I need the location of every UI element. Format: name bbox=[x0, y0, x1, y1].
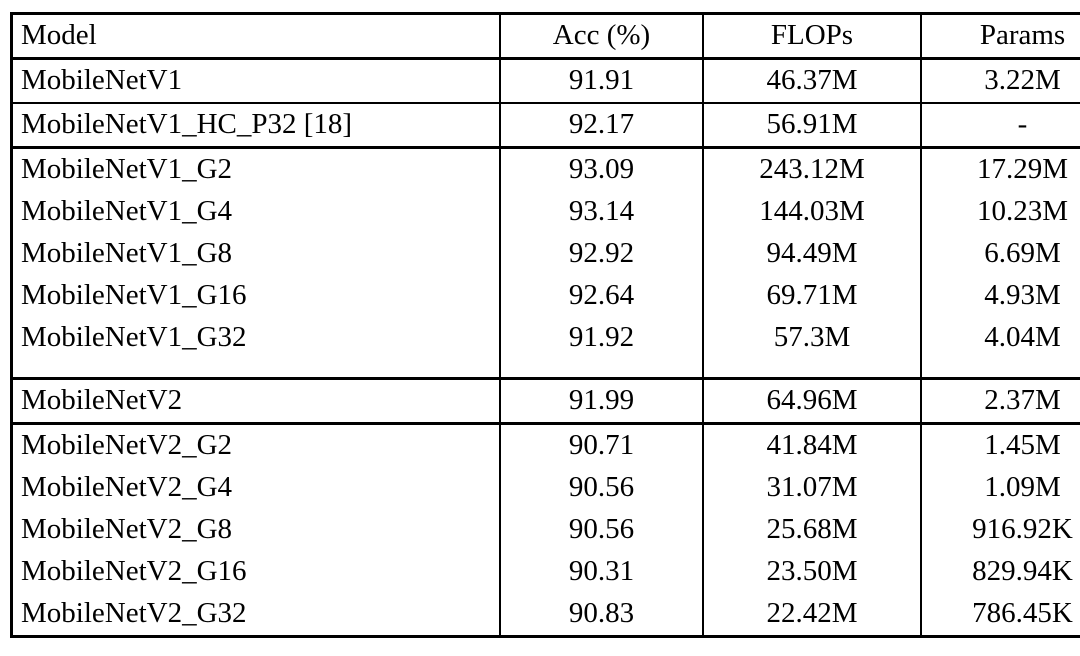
cell-model: MobileNetV2_G32 bbox=[12, 593, 501, 637]
table-header bbox=[12, 14, 1080, 59]
cell-model: MobileNetV1_G16 bbox=[12, 275, 501, 317]
table-row bbox=[12, 191, 1080, 233]
results-table bbox=[10, 12, 1080, 638]
cell-flops: 31.07M bbox=[703, 467, 921, 509]
cell-flops: 25.68M bbox=[703, 509, 921, 551]
cell-model: MobileNetV1_G32 bbox=[12, 317, 501, 359]
cell-model: MobileNetV2_G16 bbox=[12, 551, 501, 593]
cell-flops: 46.37M bbox=[703, 59, 921, 104]
cell-flops: 94.49M bbox=[703, 233, 921, 275]
cell-flops: 243.12M bbox=[703, 148, 921, 192]
cell-acc: 90.71 bbox=[500, 424, 703, 468]
cell-flops: 56.91M bbox=[703, 103, 921, 148]
cell-model: MobileNetV1_G2 bbox=[12, 148, 501, 192]
cell-acc: 90.83 bbox=[500, 593, 703, 637]
cell-flops: 69.71M bbox=[703, 275, 921, 317]
cell-flops: 41.84M bbox=[703, 424, 921, 468]
table-row bbox=[12, 467, 1080, 509]
cell-acc: 91.91 bbox=[500, 59, 703, 104]
cell-model: MobileNetV1_G4 bbox=[12, 191, 501, 233]
cell-params: 10.23M bbox=[921, 191, 1080, 233]
table-row bbox=[12, 379, 1080, 424]
cell-params: 829.94K bbox=[921, 551, 1080, 593]
cell-params: - bbox=[921, 103, 1080, 148]
cell-params: 1.45M bbox=[921, 424, 1080, 468]
cell-params: 4.93M bbox=[921, 275, 1080, 317]
table-row bbox=[12, 551, 1080, 593]
table-row bbox=[12, 233, 1080, 275]
cell-flops: 57.3M bbox=[703, 317, 921, 359]
group-separator bbox=[12, 359, 1080, 379]
cell-params: 17.29M bbox=[921, 148, 1080, 192]
cell-acc: 92.64 bbox=[500, 275, 703, 317]
cell-model: MobileNetV1_HC_P32 [18] bbox=[12, 103, 501, 148]
table-header-row bbox=[12, 14, 1080, 59]
cell-params: 3.22M bbox=[921, 59, 1080, 104]
table-row bbox=[12, 509, 1080, 551]
table-row bbox=[12, 148, 1080, 192]
column-header-params: Params bbox=[921, 14, 1080, 59]
cell-model: MobileNetV2_G8 bbox=[12, 509, 501, 551]
cell-params: 916.92K bbox=[921, 509, 1080, 551]
cell-flops: 64.96M bbox=[703, 379, 921, 424]
table-row bbox=[12, 103, 1080, 148]
cell-model: MobileNetV1 bbox=[12, 59, 501, 104]
cell-model: MobileNetV1_G8 bbox=[12, 233, 501, 275]
cell-flops: 23.50M bbox=[703, 551, 921, 593]
cell-params: 2.37M bbox=[921, 379, 1080, 424]
cell-params: 4.04M bbox=[921, 317, 1080, 359]
cell-flops: 144.03M bbox=[703, 191, 921, 233]
cell-params: 786.45K bbox=[921, 593, 1080, 637]
column-header-acc: Acc (%) bbox=[500, 14, 703, 59]
cell-acc: 92.92 bbox=[500, 233, 703, 275]
cell-model: MobileNetV2 bbox=[12, 379, 501, 424]
table-body bbox=[12, 59, 1080, 637]
table-row bbox=[12, 593, 1080, 637]
table-row bbox=[12, 424, 1080, 468]
cell-acc: 93.09 bbox=[500, 148, 703, 192]
column-header-flops: FLOPs bbox=[703, 14, 921, 59]
table-row bbox=[12, 275, 1080, 317]
table-row bbox=[12, 59, 1080, 104]
cell-model: MobileNetV2_G2 bbox=[12, 424, 501, 468]
cell-flops: 22.42M bbox=[703, 593, 921, 637]
cell-acc: 91.99 bbox=[500, 379, 703, 424]
table-row bbox=[12, 317, 1080, 359]
cell-acc: 90.31 bbox=[500, 551, 703, 593]
cell-acc: 90.56 bbox=[500, 509, 703, 551]
cell-acc: 93.14 bbox=[500, 191, 703, 233]
cell-acc: 92.17 bbox=[500, 103, 703, 148]
cell-params: 1.09M bbox=[921, 467, 1080, 509]
column-header-model: Model bbox=[12, 14, 501, 59]
cell-params: 6.69M bbox=[921, 233, 1080, 275]
cell-acc: 91.92 bbox=[500, 317, 703, 359]
cell-acc: 90.56 bbox=[500, 467, 703, 509]
cell-model: MobileNetV2_G4 bbox=[12, 467, 501, 509]
